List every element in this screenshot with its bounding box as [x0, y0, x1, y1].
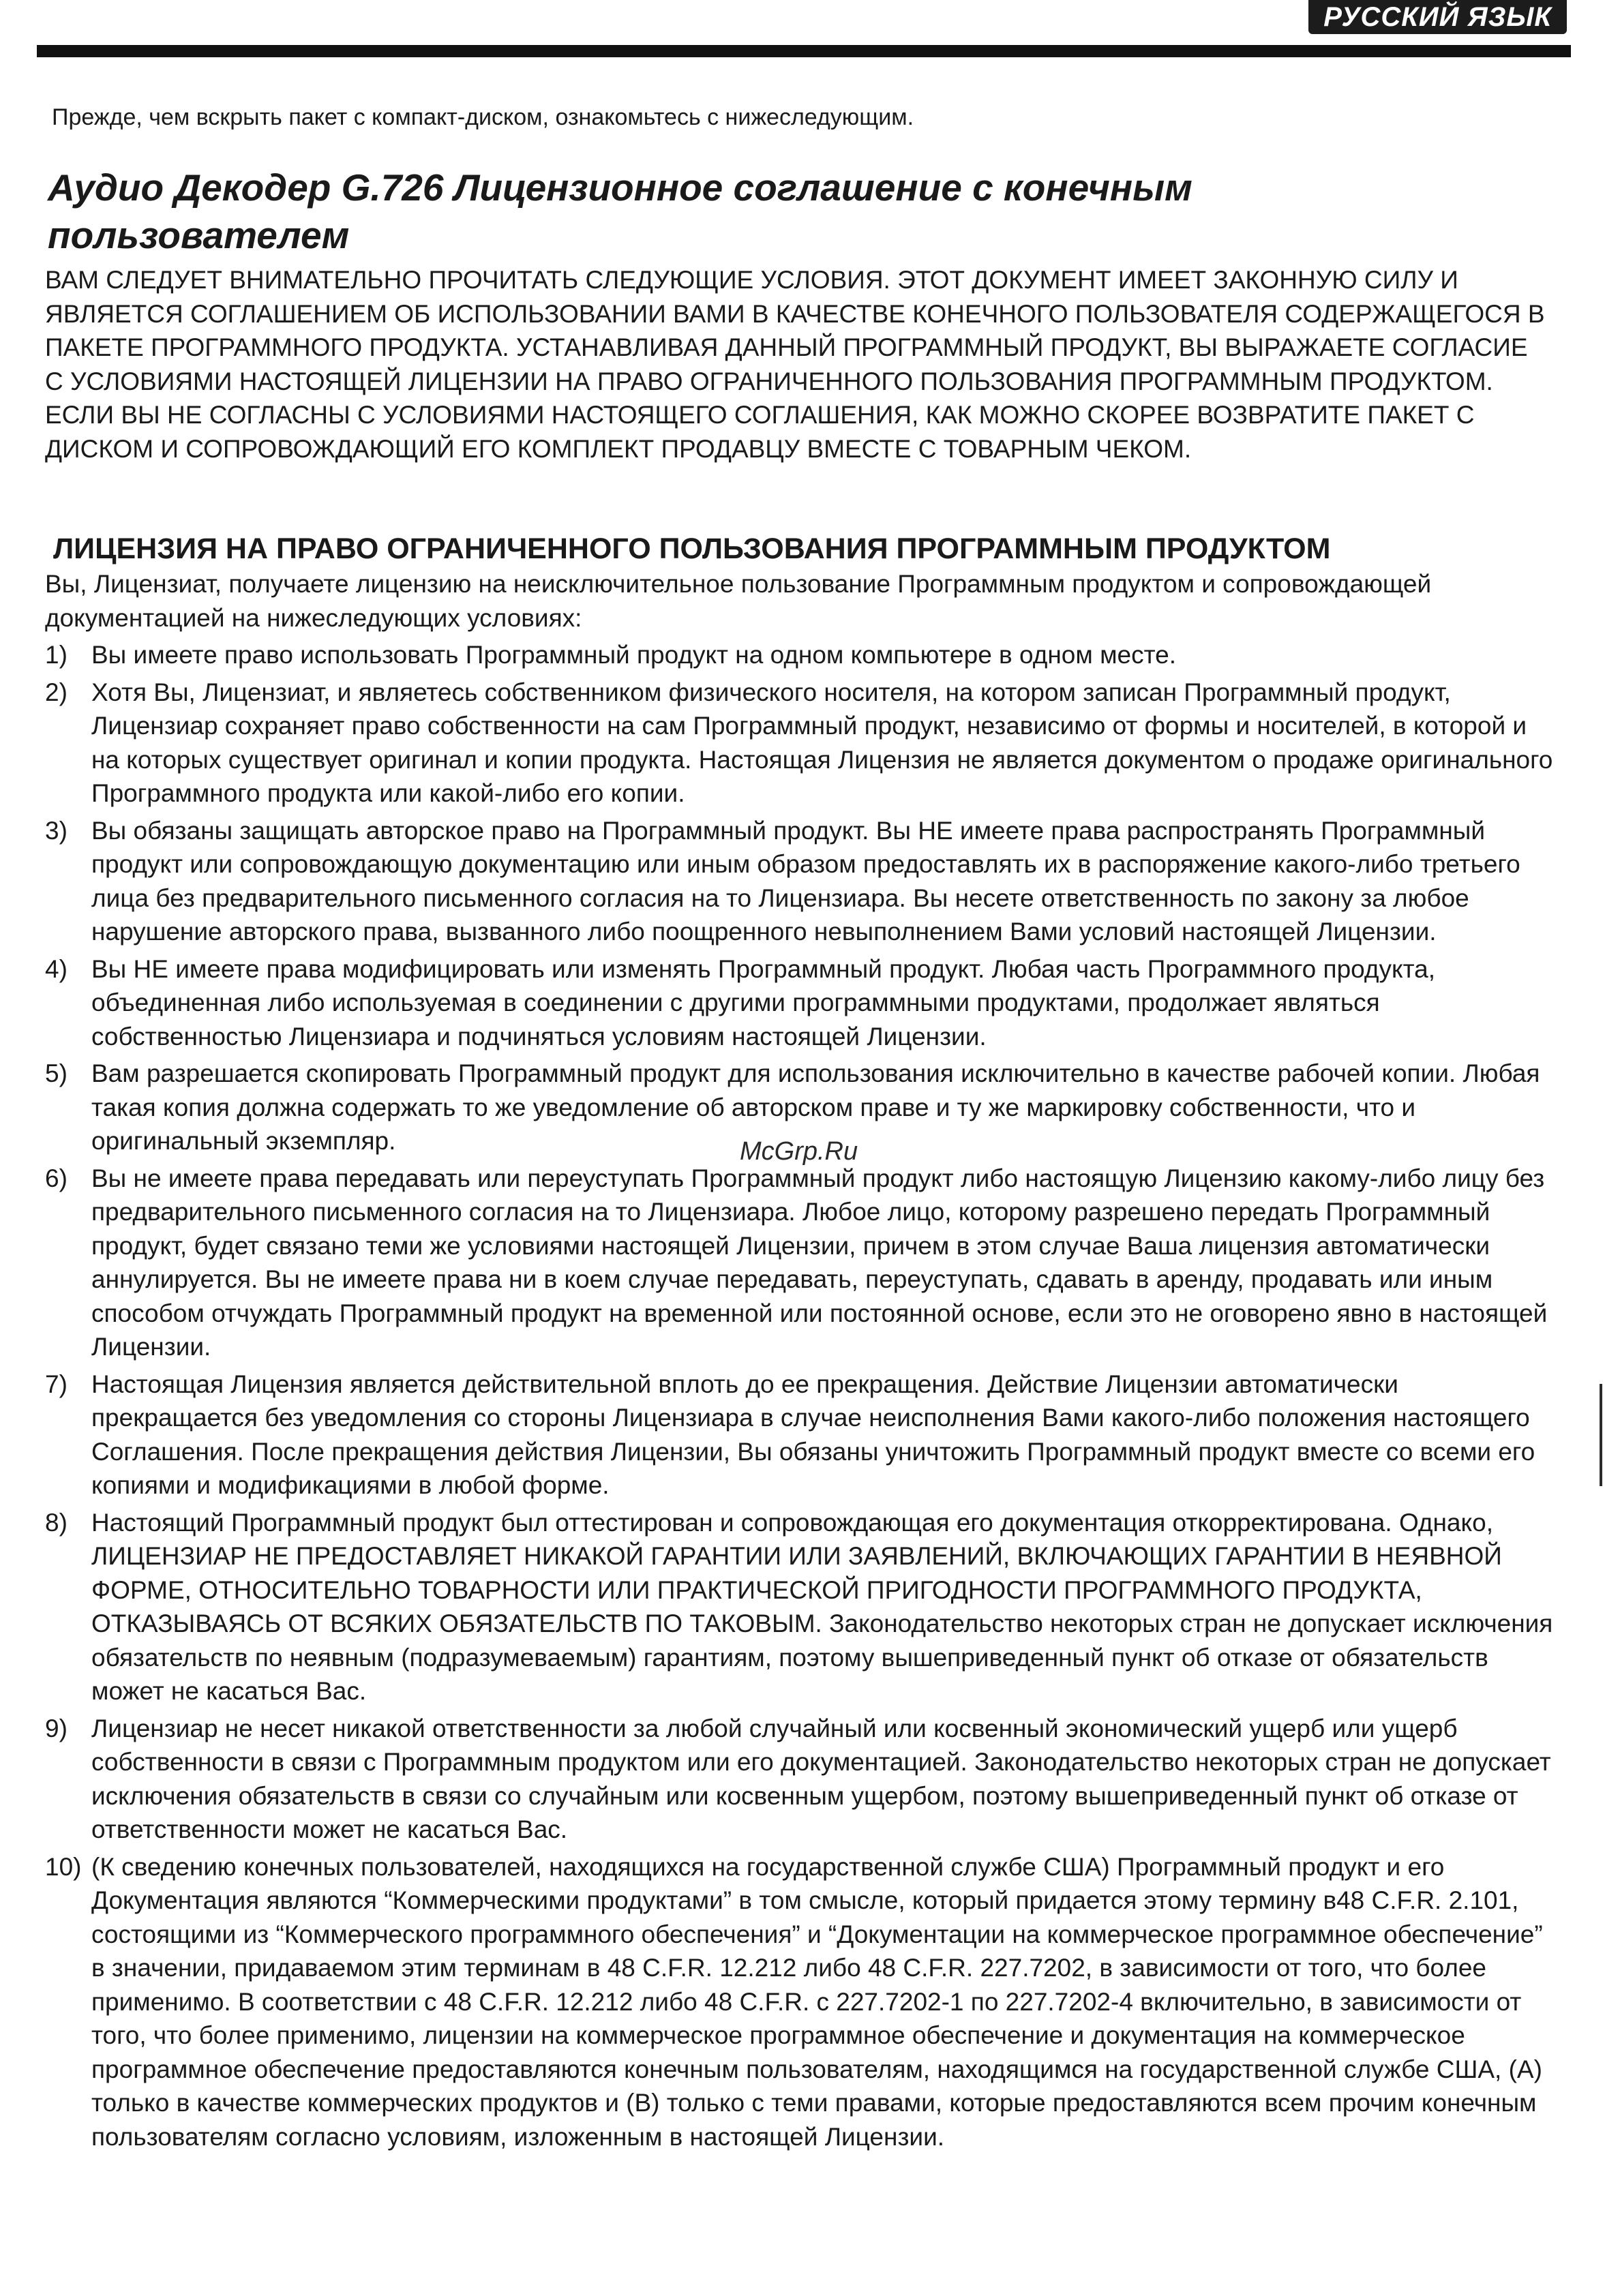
- term-number: 5): [45, 1059, 68, 1087]
- term-number: 9): [45, 1714, 68, 1742]
- term-item: [45, 952, 1559, 1054]
- term-item: [45, 1368, 1559, 1502]
- term-text: Вы имеете право использовать Программный продукт на одном компьютере в одном месте.: [91, 641, 1176, 669]
- warning-paragraph: ВАМ СЛЕДУЕТ ВНИМАТЕЛЬНО ПРОЧИТАТЬ СЛЕДУЮЩИЕ УСЛОВИЯ. ЭТОТ ДОКУМЕНТ ИМЕЕТ ЗАКОННУЮ СИЛУ И ЯВЛЯЕТСЯ СОГЛАШЕНИЕМ ОБ ИСПОЛЬЗОВАНИИ ВАМИ В КАЧЕСТВЕ КОНЕЧНОГО ПОЛЬЗОВАТЕЛЯ СОДЕРЖАЩЕГОСЯ В ПАКЕТЕ ПРОГРАММНОГО ПРОДУКТА. УСТАНАВЛИВАЯ ДАННЫЙ ПРОГРАММНЫЙ ПРОДУКТ, ВЫ ВЫРАЖАЕТЕ СОГЛАСИЕ С УСЛОВИЯМИ НАСТОЯЩЕЙ ЛИЦЕНЗИИ НА ПРАВО ОГРАНИЧЕННОГО ПОЛЬЗОВАНИЯ ПРОГРАММНЫМ ПРОДУКТОМ. ЕСЛИ ВЫ НЕ СОГЛАСНЫ С УСЛОВИЯМИ НАСТОЯЩЕГО СОГЛАШЕНИЯ, КАК МОЖНО СКОРЕЕ ВОЗВРАТИТЕ ПАКЕТ С ДИСКОМ И СОПРОВОЖДАЮЩИЙ ЕГО КОМПЛЕКТ ПРОДАВЦУ ВМЕСТЕ С ТОВАРНЫМ ЧЕКОМ.: [45, 266, 1545, 463]
- section-heading: ЛИЦЕНЗИЯ НА ПРАВО ОГРАНИЧЕННОГО ПОЛЬЗОВАНИЯ ПРОГРАММНЫМ ПРОДУКТОМ: [53, 532, 1331, 565]
- intro-text: Прежде, чем вскрыть пакет с компакт-диском, ознакомьтесь с нижеследующим.: [52, 104, 914, 130]
- term-item: [45, 1506, 1559, 1708]
- term-text: Вы не имеете права передавать или переуступать Программный продукт либо настоящую Лицензию какому-либо лицу без предварительного письменного согласия на то Лицензиара. Любое лицо, которому разрешено передать Программный продукт, будет связано теми же условиями настоящей Лицензии, причем в этом случае Ваша лицензия автоматически аннулируется. Вы не имеете права ни в коем случае передавать, переуступать, сдавать в аренду, продавать или иным способом отчуждать Программный продукт на временной или постоянной основе, если это не оговорено явно в настоящей Лицензии.: [91, 1164, 1548, 1361]
- margin-mark: [1600, 1384, 1602, 1486]
- term-number: 3): [45, 816, 68, 845]
- term-text: Лицензиар не несет никакой ответственности за любой случайный или косвенный экономический ущерб или ущерб собственности в связи с Программным продуктом или его документацией. Законодательство некоторых стран не допускает исключения обязательств в связи со случайным или косвенным ущербом, поэтому вышеприведенный пункт об отказе от ответственности может не касаться Вас.: [91, 1714, 1551, 1843]
- terms-list: [45, 638, 1559, 2154]
- term-number: 1): [45, 641, 68, 669]
- term-item: [45, 1850, 1559, 2154]
- term-text: Настоящий Программный продукт был оттестирован и сопровождающая его документация откорректирована. Однако, ЛИЦЕНЗИАР НЕ ПРЕДОСТАВЛЯЕТ НИКАКОЙ ГАРАНТИИ ИЛИ ЗАЯВЛЕНИЙ, ВКЛЮЧАЮЩИХ ГАРАНТИИ В НЕЯВНОЙ ФОРМЕ, ОТНОСИТЕЛЬНО ТОВАРНОСТИ ИЛИ ПРАКТИЧЕСКОЙ ПРИГОДНОСТИ ПРОГРАММНОГО ПРОДУКТА, ОТКАЗЫВАЯСЬ ОТ ВСЯКИХ ОБЯЗАТЕЛЬСТВ ПО ТАКОВЫМ. Законодательство некоторых стран не допускает исключения обязательств по неявным (подразумеваемым) гарантиям, поэтому вышеприведенный пункт об отказе от обязательств может не касаться Вас.: [91, 1508, 1553, 1705]
- term-item: [45, 1712, 1559, 1847]
- term-text: Вы НЕ имеете права модифицировать или изменять Программный продукт. Любая часть Программного продукта, объединенная либо используемая в соединении с другими программными продуктами, продолжает являться собственностью Лицензиара и подчиняться условиям настоящей Лицензии.: [91, 954, 1435, 1051]
- term-number: 6): [45, 1164, 68, 1192]
- term-item: [45, 676, 1559, 811]
- watermark: McGrp.Ru: [740, 1137, 858, 1166]
- section-intro: Вы, Лицензиат, получаете лицензию на неисключительное пользование Программным продуктом и сопровождающей документацией на нижеследующих условиях:: [45, 570, 1432, 632]
- document-title: Аудио Декодер G.726 Лицензионное соглашение с конечным пользователем: [48, 166, 1192, 256]
- language-tab: РУССКИЙ ЯЗЫК: [1308, 0, 1567, 34]
- term-number: 7): [45, 1370, 68, 1398]
- term-text: Настоящая Лицензия является действительной вплоть до ее прекращения. Действие Лицензии автоматически прекращается без уведомления со стороны Лицензиара в случае неисполнения Вами какого-либо положения настоящего Соглашения. После прекращения действия Лицензии, Вы обязаны уничтожить Программный продукт вместе со всеми его копиями и модификациями в любой форме.: [91, 1370, 1535, 1499]
- term-item: [45, 638, 1559, 672]
- term-item: [45, 1162, 1559, 1364]
- term-number: 10): [45, 1852, 82, 1881]
- top-rule: [37, 45, 1571, 57]
- term-number: 4): [45, 954, 68, 983]
- term-text: Вы обязаны защищать авторское право на Программный продукт. Вы НЕ имеете права распространять Программный продукт или сопровождающую документацию или иным образом предоставлять их в распоряжение какого-либо третьего лица без предварительного письменного согласия на то Лицензиара. Вы несете ответственность по закону за любое нарушение авторского права, вызванного либо поощренного невыполнением Вами условий настоящей Лицензии.: [91, 816, 1520, 946]
- term-text: Вам разрешается скопировать Программный продукт для использования исключительно в качестве рабочей копии. Любая такая копия должна содержать то же уведомление об авторском праве и ту же маркировку собственности, что и оригинальный экземпляр.: [91, 1059, 1540, 1155]
- term-number: 8): [45, 1508, 68, 1537]
- term-item: [45, 814, 1559, 949]
- term-number: 2): [45, 678, 68, 706]
- license-body: [45, 567, 1559, 2154]
- term-text: Хотя Вы, Лицензиат, и являетесь собственником физического носителя, на котором записан Программный продукт, Лицензиар сохраняет право собственности на сам Программный продукт, независимо от формы и носителей, в которой и на которых существует оригинал и копии продукта. Настоящая Лицензия не является документом о продаже оригинального Программного продукта или какой-либо его копии.: [91, 678, 1553, 807]
- term-text: (К сведению конечных пользователей, находящихся на государственной службе США) Программный продукт и его Документация являются “Коммерческими продуктами” в том смысле, который придается этому термину в48 C.F.R. 2.101, состоящими из “Коммерческого программного обеспечения” и “Документации на коммерческое программное обеспечение” в значении, придаваемом этим терминам в 48 C.F.R. 12.212 либо 48 C.F.R. 227.7202, в зависимости от того, что более применимо. В соответствии с 48 C.F.R. 12.212 либо 48 C.F.R. с 227.7202-1 по 227.7202-4 включительно, в зависимости от того, что более применимо, лицензии на коммерческое программное обеспечение и документация на коммерческое программное обеспечение предоставляются конечным пользователям, находящимся на государственной службе США, (A) только в качестве коммерческих продуктов и (B) только с теми правами, которые предоставляются всем прочим конечным пользователям согласно условиям, изложенным в настоящей Лицензии.: [91, 1852, 1543, 2151]
